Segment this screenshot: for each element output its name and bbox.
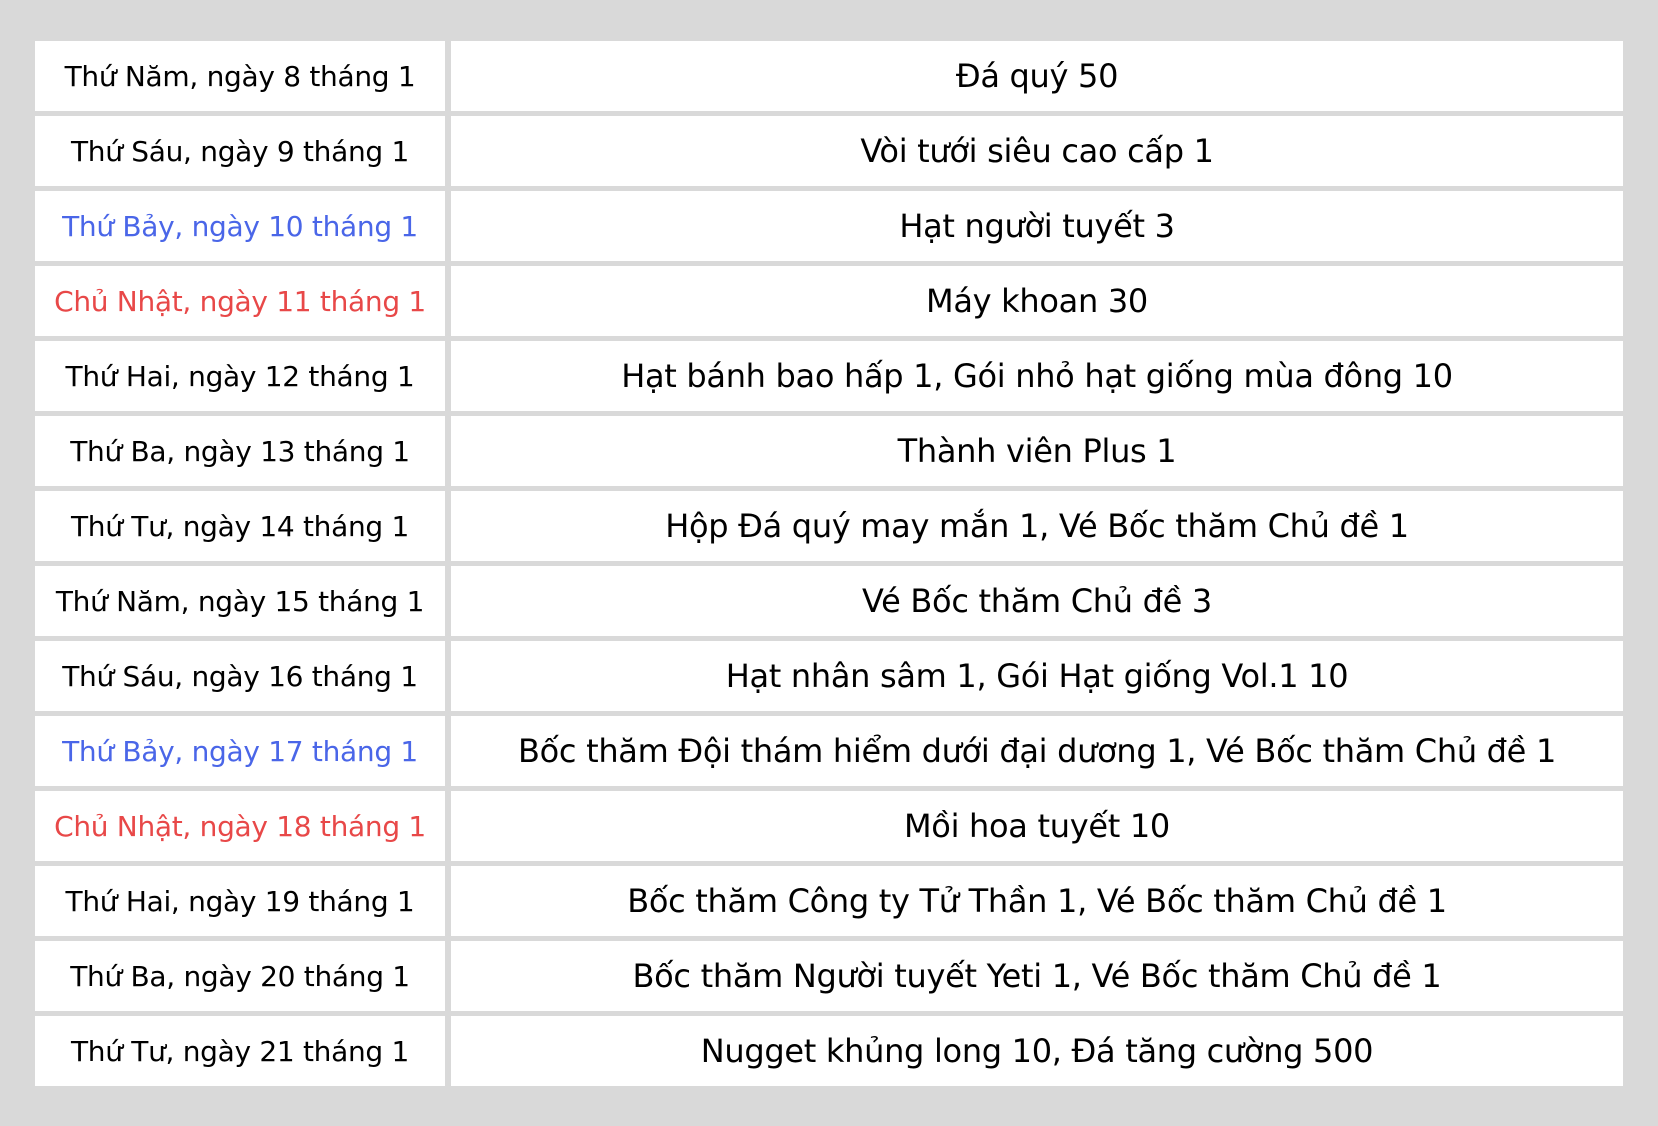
table-row bbox=[35, 791, 1623, 861]
reward-cell: Hạt nhân sâm 1, Gói Hạt giống Vol.1 10 bbox=[451, 641, 1623, 711]
reward-cell: Vòi tưới siêu cao cấp 1 bbox=[451, 116, 1623, 186]
table-row bbox=[35, 1016, 1623, 1086]
reward-cell: Đá quý 50 bbox=[451, 41, 1623, 111]
table-row bbox=[35, 716, 1623, 786]
reward-cell: Thành viên Plus 1 bbox=[451, 416, 1623, 486]
reward-cell: Vé Bốc thăm Chủ đề 3 bbox=[451, 566, 1623, 636]
date-cell: Thứ Năm, ngày 15 tháng 1 bbox=[35, 566, 445, 636]
date-cell: Thứ Hai, ngày 12 tháng 1 bbox=[35, 341, 445, 411]
table-row bbox=[35, 116, 1623, 186]
reward-cell: Hạt người tuyết 3 bbox=[451, 191, 1623, 261]
date-cell: Thứ Ba, ngày 13 tháng 1 bbox=[35, 416, 445, 486]
reward-cell: Hạt bánh bao hấp 1, Gói nhỏ hạt giống mùa đông 10 bbox=[451, 341, 1623, 411]
table-row bbox=[35, 941, 1623, 1011]
reward-cell: Hộp Đá quý may mắn 1, Vé Bốc thăm Chủ đề 1 bbox=[451, 491, 1623, 561]
date-cell: Thứ Năm, ngày 8 tháng 1 bbox=[35, 41, 445, 111]
date-cell: Thứ Ba, ngày 20 tháng 1 bbox=[35, 941, 445, 1011]
reward-cell: Nugget khủng long 10, Đá tăng cường 500 bbox=[451, 1016, 1623, 1086]
reward-cell: Bốc thăm Công ty Tử Thần 1, Vé Bốc thăm Chủ đề 1 bbox=[451, 866, 1623, 936]
table-row bbox=[35, 491, 1623, 561]
date-cell: Thứ Tư, ngày 14 tháng 1 bbox=[35, 491, 445, 561]
date-cell: Thứ Bảy, ngày 10 tháng 1 bbox=[35, 191, 445, 261]
date-cell: Thứ Tư, ngày 21 tháng 1 bbox=[35, 1016, 445, 1086]
date-cell: Chủ Nhật, ngày 18 tháng 1 bbox=[35, 791, 445, 861]
date-cell: Chủ Nhật, ngày 11 tháng 1 bbox=[35, 266, 445, 336]
reward-cell: Mồi hoa tuyết 10 bbox=[451, 791, 1623, 861]
reward-schedule-table bbox=[35, 41, 1623, 1086]
table-row bbox=[35, 191, 1623, 261]
table-row bbox=[35, 266, 1623, 336]
table-row bbox=[35, 641, 1623, 711]
table-row bbox=[35, 566, 1623, 636]
reward-cell: Bốc thăm Đội thám hiểm dưới đại dương 1, Vé Bốc thăm Chủ đề 1 bbox=[451, 716, 1623, 786]
reward-cell: Máy khoan 30 bbox=[451, 266, 1623, 336]
reward-cell: Bốc thăm Người tuyết Yeti 1, Vé Bốc thăm Chủ đề 1 bbox=[451, 941, 1623, 1011]
table-row bbox=[35, 416, 1623, 486]
table-row bbox=[35, 41, 1623, 111]
date-cell: Thứ Bảy, ngày 17 tháng 1 bbox=[35, 716, 445, 786]
date-cell: Thứ Sáu, ngày 9 tháng 1 bbox=[35, 116, 445, 186]
table-row bbox=[35, 341, 1623, 411]
date-cell: Thứ Hai, ngày 19 tháng 1 bbox=[35, 866, 445, 936]
table-row bbox=[35, 866, 1623, 936]
date-cell: Thứ Sáu, ngày 16 tháng 1 bbox=[35, 641, 445, 711]
